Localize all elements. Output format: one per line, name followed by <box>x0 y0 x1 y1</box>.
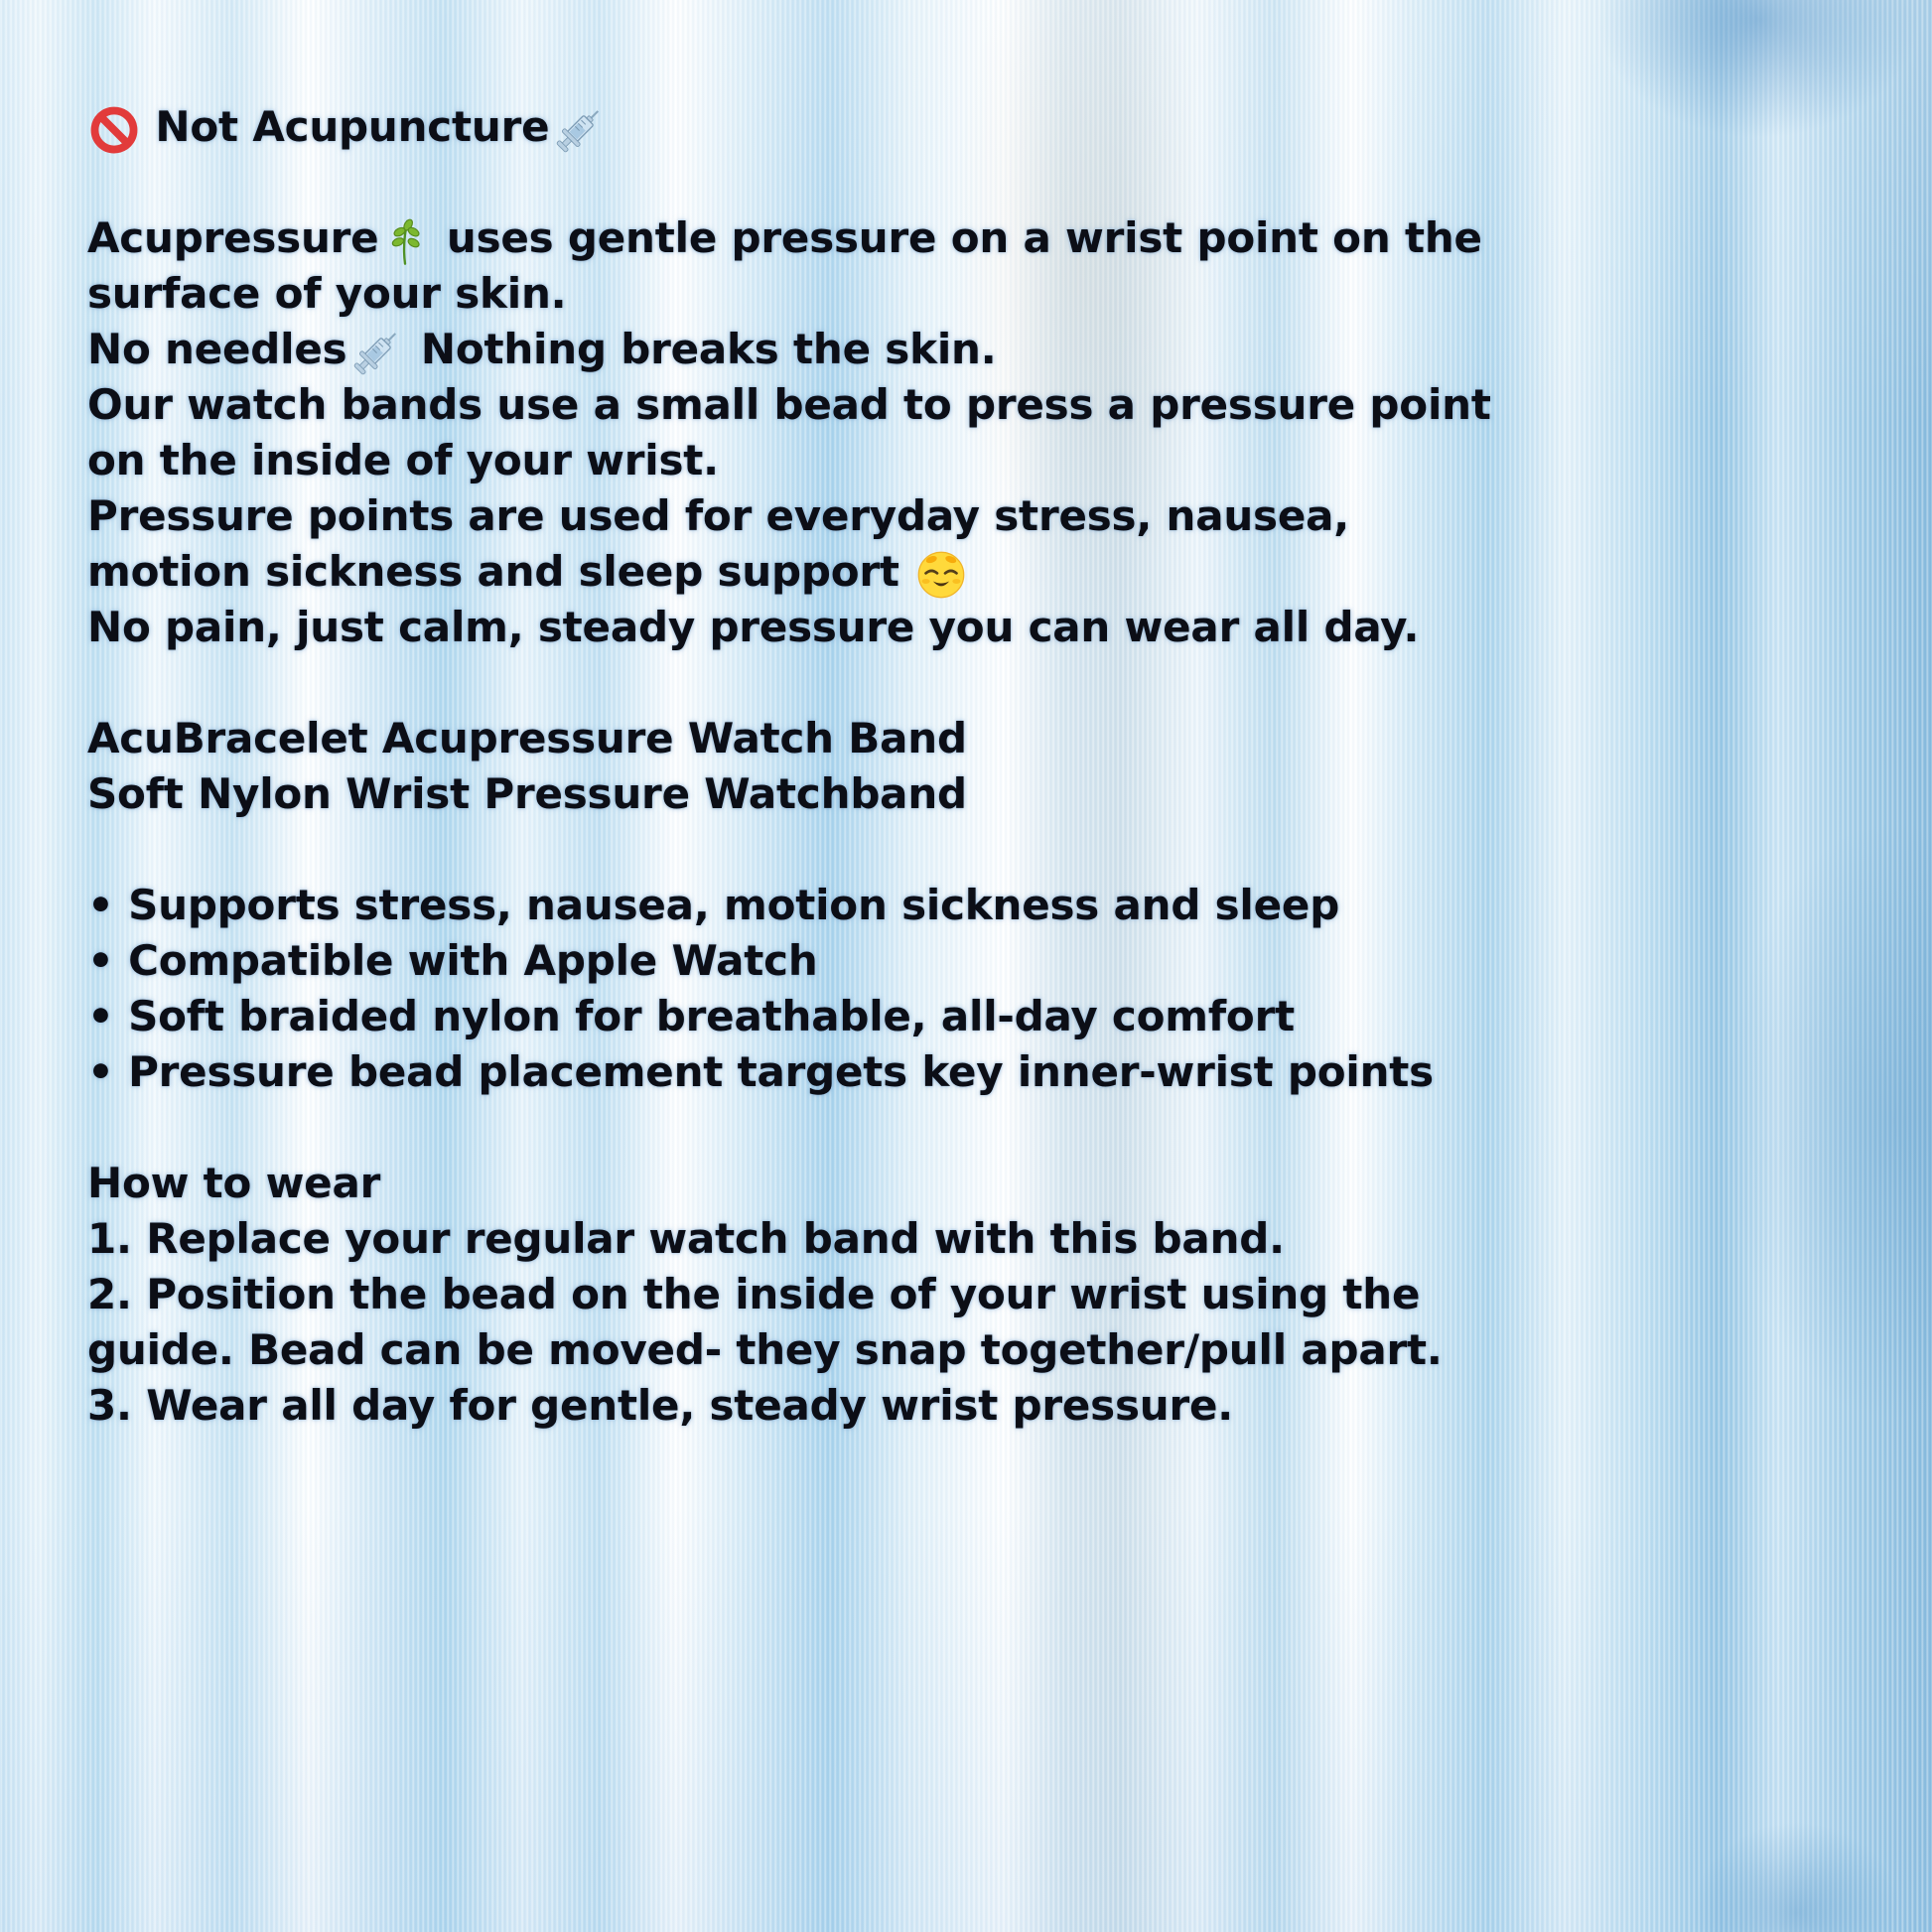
text-line <box>87 322 1864 377</box>
text-line <box>87 711 1864 766</box>
text-segment: How to wear <box>87 1159 381 1207</box>
text-segment: Our watch bands use a small bead to press a pressure point <box>87 380 1491 429</box>
text-line <box>87 933 1864 989</box>
section-how-to-wear <box>87 1156 1864 1434</box>
text-line <box>87 1322 1864 1378</box>
relieved-face-icon <box>915 549 967 601</box>
text-line <box>87 1044 1864 1100</box>
text-segment: No pain, just calm, steady pressure you can wear all day. <box>87 603 1420 651</box>
section-features <box>87 878 1864 1100</box>
text-segment: • Pressure bead placement targets key inner-wrist points <box>87 1047 1434 1096</box>
text-line <box>87 1156 1864 1211</box>
text-segment: surface of your skin. <box>87 269 567 318</box>
text-segment: Soft Nylon Wrist Pressure Watchband <box>87 769 967 818</box>
text-segment: • Soft braided nylon for breathable, all-day comfort <box>87 992 1295 1040</box>
herb-icon <box>380 216 430 266</box>
text-line <box>87 377 1864 433</box>
text-segment: Acupressure <box>87 213 379 262</box>
no-entry-icon <box>89 105 139 155</box>
text-line <box>87 1211 1864 1267</box>
text-line <box>87 989 1864 1044</box>
text-line <box>87 544 1864 600</box>
text-segment: Not Acupuncture <box>141 102 550 151</box>
text-segment: AcuBracelet Acupressure Watch Band <box>87 714 967 762</box>
syringe-icon <box>551 102 607 158</box>
text-line <box>87 766 1864 822</box>
text-line <box>87 433 1864 488</box>
text-segment: guide. Bead can be moved- they snap together/pull apart. <box>87 1325 1443 1374</box>
text-segment: • Supports stress, nausea, motion sickness and sleep <box>87 881 1340 929</box>
text-segment: motion sickness and sleep support <box>87 547 914 596</box>
section-intro <box>87 210 1864 655</box>
text-line <box>87 878 1864 933</box>
text-segment: • Compatible with Apple Watch <box>87 936 818 985</box>
text-line <box>87 488 1864 544</box>
text-segment: on the inside of your wrist. <box>87 436 719 484</box>
text-line <box>87 99 1864 155</box>
text-segment: Pressure points are used for everyday stress, nausea, <box>87 491 1350 540</box>
text-line <box>87 266 1864 322</box>
text-segment: uses gentle pressure on a wrist point on the <box>432 213 1482 262</box>
text-line <box>87 600 1864 655</box>
text-content <box>87 99 1864 1434</box>
text-segment: No needles <box>87 325 347 373</box>
text-segment: 1. Replace your regular watch band with this band. <box>87 1214 1285 1263</box>
text-line <box>87 1267 1864 1322</box>
section-header <box>87 99 1864 155</box>
text-segment: 3. Wear all day for gentle, steady wrist pressure. <box>87 1381 1234 1430</box>
syringe-icon <box>348 325 404 380</box>
section-product-title <box>87 711 1864 822</box>
text-segment: Nothing breaks the skin. <box>406 325 997 373</box>
text-line <box>87 1378 1864 1434</box>
text-segment: 2. Position the bead on the inside of your wrist using the <box>87 1270 1421 1318</box>
text-line <box>87 210 1864 266</box>
